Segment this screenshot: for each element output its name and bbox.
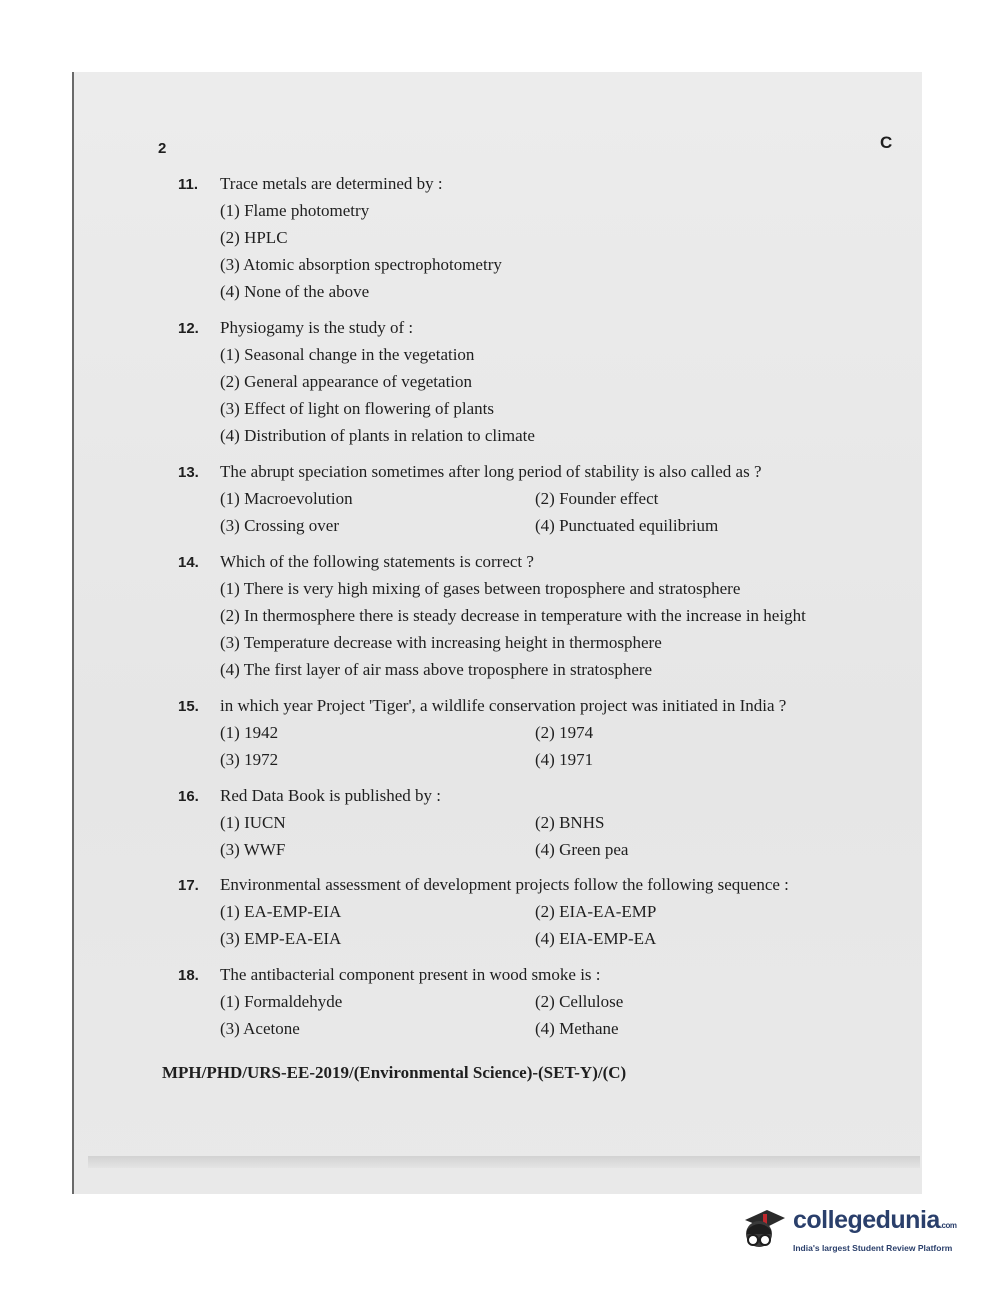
question-12 xyxy=(178,318,888,453)
option-1: (1) EA-EMP-EIA xyxy=(220,902,342,921)
question-text: Physiogamy is the study of : xyxy=(220,318,414,337)
student-mascot-icon xyxy=(737,1204,789,1256)
question-text: Red Data Book is published by : xyxy=(220,786,441,805)
option-3: (3) WWF xyxy=(220,840,286,859)
question-16 xyxy=(178,786,888,867)
option-4: (4) EIA-EMP-EA xyxy=(535,929,657,948)
paper-code-footer: MPH/PHD/URS-EE-2019/(Environmental Science)-(SET-Y)/(C) xyxy=(162,1063,627,1082)
option-3: (3) Crossing over xyxy=(220,516,339,535)
option-2: (2) Founder effect xyxy=(535,489,659,508)
question-number: 18. xyxy=(178,967,199,984)
question-13 xyxy=(178,462,888,543)
question-text: Trace metals are determined by : xyxy=(220,174,443,193)
question-14 xyxy=(178,552,888,687)
brand-text: collegedunia xyxy=(793,1206,940,1234)
brand-name xyxy=(793,1207,956,1239)
option-4: (4) Punctuated equilibrium xyxy=(535,516,719,535)
question-11 xyxy=(178,174,888,309)
question-number: 17. xyxy=(178,877,199,894)
option-2: (2) HPLC xyxy=(220,228,288,247)
option-4: (4) Distribution of plants in relation to climate xyxy=(220,426,535,445)
option-2: (2) In thermosphere there is steady decrease in temperature with the increase in height xyxy=(220,606,806,625)
option-3: (3) Acetone xyxy=(220,1019,300,1038)
option-2: (2) BNHS xyxy=(535,813,605,832)
question-15 xyxy=(178,696,888,777)
option-1: (1) IUCN xyxy=(220,813,286,832)
option-2: (2) General appearance of vegetation xyxy=(220,372,473,391)
question-number: 14. xyxy=(178,554,199,571)
option-4: (4) 1971 xyxy=(535,750,594,769)
question-text: Environmental assessment of development projects follow the following sequence : xyxy=(220,875,789,894)
question-text: in which year Project 'Tiger', a wildlife conservation project was initiated in India ? xyxy=(220,696,787,715)
question-text: The antibacterial component present in wood smoke is : xyxy=(220,965,601,984)
option-1: (1) Flame photometry xyxy=(220,201,370,220)
question-18 xyxy=(178,965,888,1046)
question-number: 16. xyxy=(178,788,199,805)
option-2: (2) EIA-EA-EMP xyxy=(535,902,657,921)
option-3: (3) Temperature decrease with increasing height in thermosphere xyxy=(220,633,662,652)
question-text: Which of the following statements is correct ? xyxy=(220,552,534,571)
question-text: The abrupt speciation sometimes after long period of stability is also called as ? xyxy=(220,462,762,481)
option-4: (4) None of the above xyxy=(220,282,370,301)
option-4: (4) The first layer of air mass above troposphere in stratosphere xyxy=(220,660,653,679)
option-1: (1) Seasonal change in the vegetation xyxy=(220,345,475,364)
option-3: (3) 1972 xyxy=(220,750,279,769)
brand-suffix: .com xyxy=(939,1221,957,1230)
collegedunia-logo xyxy=(737,1200,962,1260)
question-17 xyxy=(178,875,888,956)
page-number: 2 xyxy=(158,140,167,157)
scan-edge xyxy=(88,1156,920,1168)
question-number: 13. xyxy=(178,464,199,481)
question-number: 11. xyxy=(178,176,199,193)
question-number: 15. xyxy=(178,698,199,715)
option-1: (1) 1942 xyxy=(220,723,279,742)
option-2: (2) 1974 xyxy=(535,723,594,742)
option-3: (3) EMP-EA-EIA xyxy=(220,929,342,948)
brand-tagline: India's largest Student Review Platform xyxy=(793,1243,953,1253)
option-1: (1) There is very high mixing of gases between troposphere and stratosphere xyxy=(220,579,741,598)
set-letter: C xyxy=(880,133,893,152)
option-4: (4) Methane xyxy=(535,1019,619,1038)
option-1: (1) Macroevolution xyxy=(220,489,353,508)
option-4: (4) Green pea xyxy=(535,840,629,859)
option-3: (3) Atomic absorption spectrophotometry xyxy=(220,255,502,274)
option-1: (1) Formaldehyde xyxy=(220,992,343,1011)
option-2: (2) Cellulose xyxy=(535,992,624,1011)
option-3: (3) Effect of light on flowering of plants xyxy=(220,399,494,418)
question-number: 12. xyxy=(178,320,199,337)
